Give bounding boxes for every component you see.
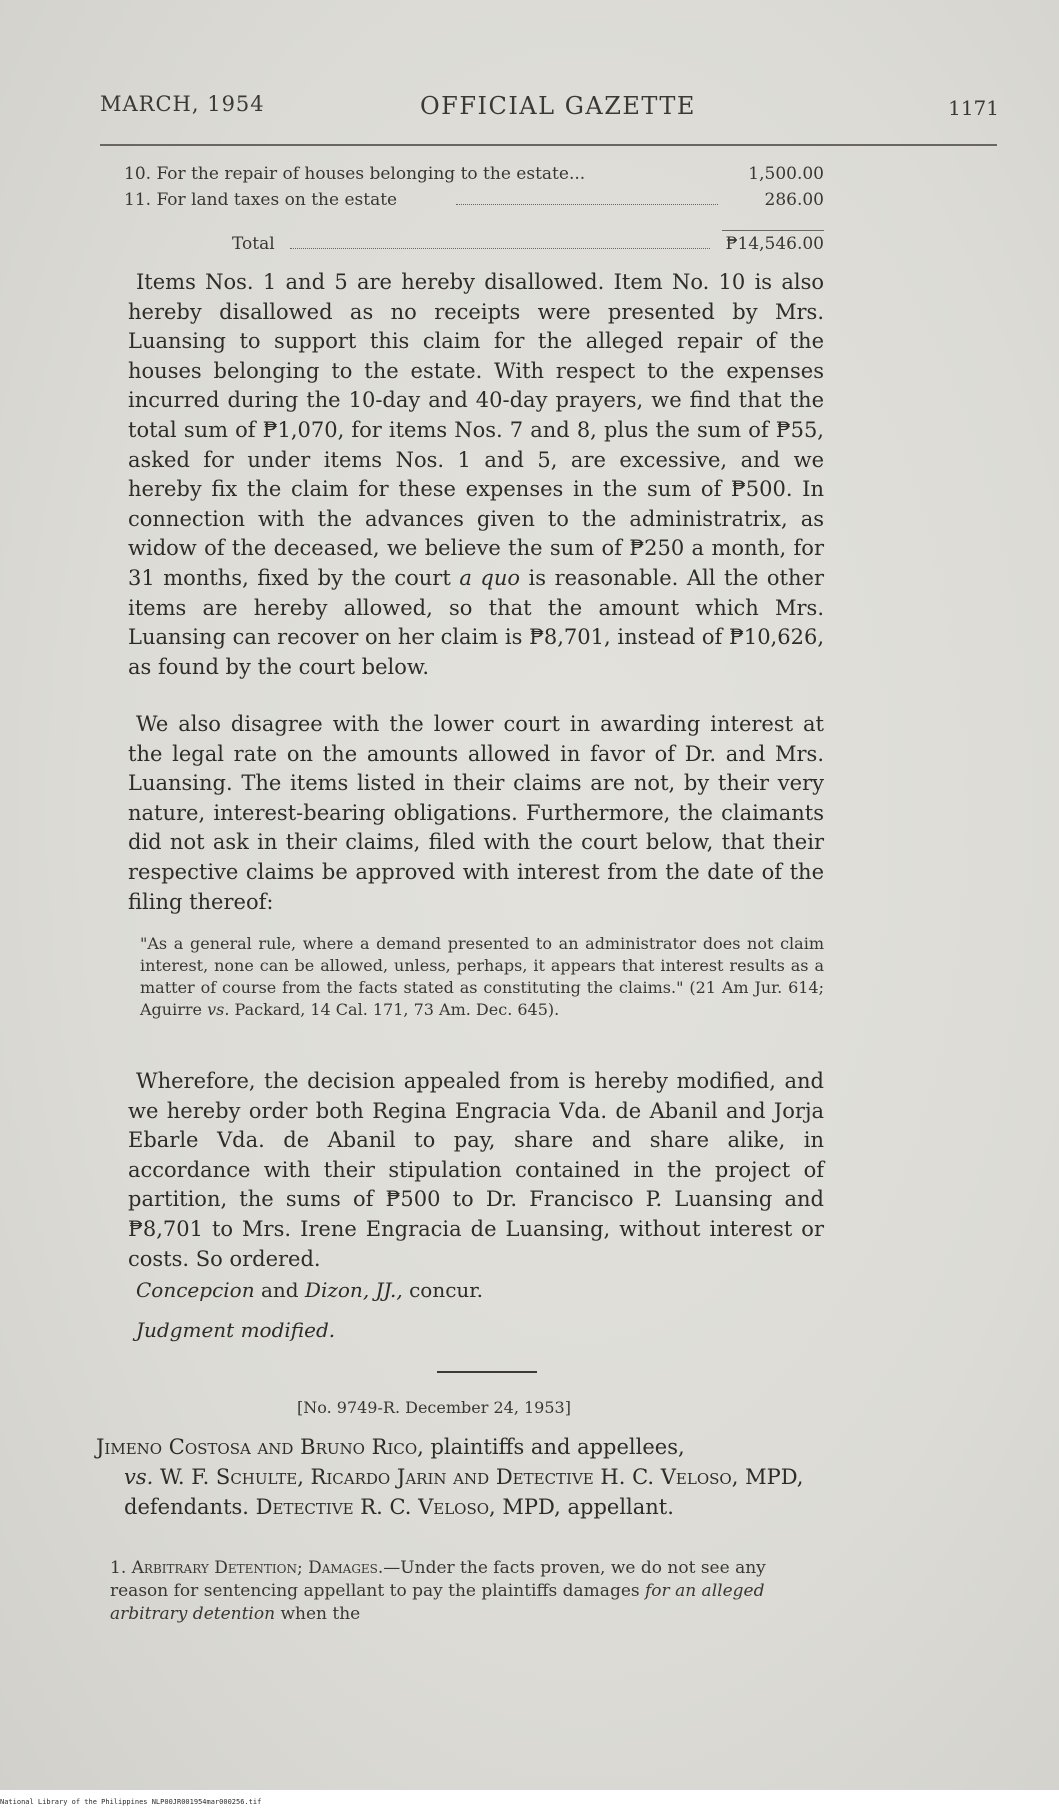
plaintiffs-role: plaintiffs and appellees, [430, 1435, 685, 1459]
expense-row [124, 164, 824, 190]
leader-dots [290, 234, 710, 249]
expense-row [124, 190, 824, 216]
judgment-line: Judgment modified. [136, 1318, 336, 1342]
justice-name: Concepcion [136, 1278, 255, 1302]
header-rule [100, 144, 997, 146]
plaintiffs-names: Jimeno Costosa and Bruno Rico, [96, 1435, 424, 1459]
expense-list [124, 164, 824, 216]
defendants-names: W. F. Schulte, Ricardo Jarin and Detective H. C. Veloso, MPD, [160, 1465, 804, 1489]
syllabus [110, 1557, 822, 1626]
versus: vs. [124, 1465, 154, 1489]
syllabus-text: —Under the facts proven, we do not see any reason for sentencing appellant to pay the plaintiffs damages [110, 1558, 766, 1601]
concur-text: concur. [409, 1278, 484, 1302]
paragraph-1-italic: a quo [459, 565, 520, 590]
leader-dots [456, 190, 718, 205]
expense-label: 10. For the repair of houses belonging to the estate... [124, 164, 586, 184]
expense-amount: 1,500.00 [748, 164, 824, 184]
page-number: 1171 [948, 96, 999, 120]
total-label: Total [232, 234, 275, 254]
total-rule [722, 230, 824, 231]
paragraph-2: We also disagree with the lower court in awarding interest at the legal rate on the amounts allowed in favor of Dr. and Mrs. Luansing. The items listed in their claims are not, by their very nature, interest-bearing obligations. Furthermore, the claimants did not ask in their claims, filed with the court below, that their respective claims be approved with interest from the date of the filing thereof: [128, 712, 824, 914]
block-quote [140, 933, 824, 1021]
page-header [100, 92, 999, 132]
total-row [232, 234, 824, 260]
syllabus-number: 1. [110, 1558, 127, 1578]
quote-vs: vs. [207, 1000, 230, 1019]
syllabus-end: when the [280, 1604, 361, 1624]
appellant-name: Detective R. C. Veloso, MPD, [255, 1495, 561, 1519]
paragraph-1 [128, 268, 824, 682]
defendants-line [96, 1462, 822, 1522]
case-number: [No. 9749-R. December 24, 1953] [297, 1398, 571, 1417]
total-amount: ₱14,546.00 [725, 234, 824, 254]
concurrence-line [136, 1278, 483, 1302]
paragraph-1-text: Items Nos. 1 and 5 are hereby disallowed. Item No. 10 is also hereby disallowed as no receipts were presented by Mrs. Luansing to support this claim for the alleged repair of the houses belonging to the estate. With respect to the expenses incurred during the 10-day and 40-day prayers, we find that the total sum of ₱1,070, for items Nos. 7 and 8, plus the sum of ₱55, asked for under items Nos. 1 and 5, are excessive, and we hereby fix the claim for these expenses in the sum of ₱500. In connection with the advances given to the administratrix, as widow of the deceased, we believe the sum of ₱250 a month, for 31 months, fixed by the court [128, 270, 824, 590]
section-separator [437, 1371, 537, 1373]
paragraph-3: Wherefore, the decision appealed from is hereby modified, and we hereby order both Regina Engracia Vda. de Abanil and Jorja Ebarle Vda. de Abanil to pay, share and share alike, in accordance with their stipulation contained in the project of partition, the sums of ₱500 to Dr. Francisco P. Luansing and ₱8,701 to Mrs. Irene Engracia de Luansing, without interest or costs. So ordered. [128, 1069, 824, 1271]
defendants-role: defendants. [124, 1495, 249, 1519]
syllabus-heading: Arbitrary Detention; Damages. [131, 1558, 384, 1578]
appellant-role: appellant. [567, 1495, 674, 1519]
concur-and: and [260, 1278, 299, 1302]
header-date: MARCH, 1954 [100, 92, 265, 116]
paragraph-1-end: is reasonable. All the other items are hereby allowed, so that the amount which Mrs. Luansing can recover on her claim is ₱8,701, instead of ₱10,626, as found by the court below. [128, 565, 824, 679]
syllabus-italic: for an alleged arbitrary detention [110, 1581, 765, 1624]
quote-text: "As a general rule, where a demand presented to an administrator does not claim interest, none can be allowed, unless, perhaps, it appears that interest results as a matter of course from the facts stated as constituting the claims." (21 Am Jur. 614; Aguirre [140, 934, 824, 1019]
scan-footer: National Library of the Philippines NLP00JR001954mar000256.tif [0, 1798, 262, 1806]
justice-name: Dizon, JJ., [304, 1278, 403, 1302]
expense-amount: 286.00 [764, 190, 824, 210]
quote-citation: Packard, 14 Cal. 171, 73 Am. Dec. 645). [234, 1000, 560, 1019]
case-parties [96, 1432, 822, 1522]
expense-label: 11. For land taxes on the estate [124, 190, 398, 210]
header-title: OFFICIAL GAZETTE [420, 92, 696, 120]
